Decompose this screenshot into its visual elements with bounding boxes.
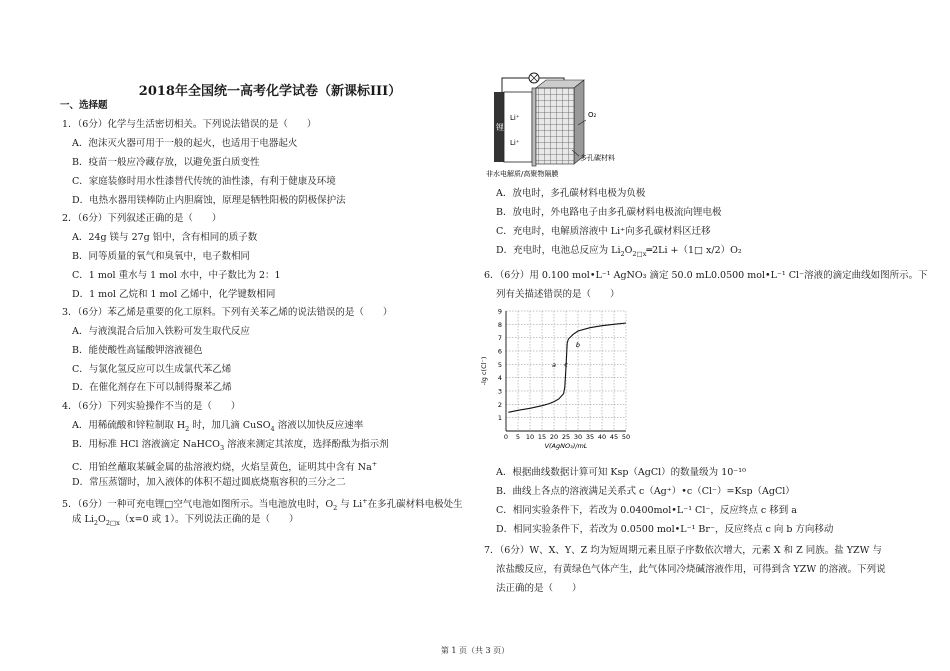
q3-option-b: B．能使酸性高锰酸钾溶液褪色 — [72, 345, 203, 356]
x-tick-label: 45 — [609, 433, 619, 441]
q7-stem-line1: 7．（6分）W、X、Y、Z 均为短周期元素且原子序数依次增大，元素 X 和 Z 同族。盐 YZW 与 — [484, 545, 882, 556]
page-footer: 第 1 页（共 3 页） — [440, 646, 510, 655]
q2-option-c: C．1 mol 重水与 1 mol 水中，中子数比为 2：1 — [72, 270, 281, 281]
section-heading: 一、选择题 — [60, 100, 108, 111]
titration-chart — [478, 305, 638, 465]
q2-option-a: A．24g 镁与 27g 铝中，含有相同的质子数 — [72, 232, 258, 243]
q6-option-c: C．相同实验条件下，若改为 0.0400mol•L⁻¹ Cl⁻，反应终点 c 移到 a — [496, 505, 797, 516]
q3-option-c: C．与氯化氢反应可以生成氯代苯乙烯 — [72, 364, 232, 375]
carbon-label: 多孔碳材料 — [580, 154, 615, 162]
q5-option-a: A．放电时，多孔碳材料电极为负极 — [496, 188, 646, 199]
q4-option-b: B．用标准 HCl 溶液滴定 NaHCO$_3$ 溶液来测定其浓度，选择酚酞为指示剂 — [72, 439, 389, 452]
x-tick-label: 0 — [503, 433, 509, 441]
o2-label: O₂ — [588, 111, 597, 119]
membrane-label: 非水电解质/高聚物隔膜 — [486, 170, 559, 178]
point-label-c: c — [564, 360, 568, 369]
q5-stem-line2: 成 $Li_2O_{2□x}(x=0$ 或 1）。下列说法正确的是（ ） — [72, 514, 299, 527]
q4-option-c: C．用铂丝蘸取某碱金属的盐溶液灼烧，火焰呈黄色，证明其中含有 Na+ — [72, 460, 378, 474]
x-tick-label: 30 — [573, 433, 583, 441]
y-tick-label: 5 — [497, 360, 502, 369]
x-tick-label: 40 — [597, 433, 607, 441]
x-tick-label: 15 — [537, 433, 547, 441]
q5-option-b: B．放电时，外电路电子由多孔碳材料电极流向锂电极 — [496, 207, 722, 218]
point-label-a: a — [552, 361, 556, 369]
q6-stem-line2: 列有关描述错误的是（ ） — [496, 289, 620, 300]
point-label-b: b — [575, 341, 581, 349]
q1-stem: 1．（6分）化学与生活密切相关。下列说法错误的是（ ） — [62, 119, 317, 130]
li-ion-label-1: Li⁺ — [510, 114, 520, 122]
q3-stem: 3．（6分）苯乙烯是重要的化工原料。下列有关苯乙烯的说法错误的是（ ） — [62, 307, 393, 318]
y-tick-label: 4 — [497, 374, 502, 383]
q4-stem: 4．（6分）下列实验操作不当的是（ ） — [62, 401, 241, 412]
carbon-block-front — [536, 88, 574, 164]
y-tick-label: 9 — [497, 307, 502, 316]
q1-option-a: A．泡沫灭火器可用于一般的起火，也适用于电器起火 — [72, 138, 298, 149]
q6-stem-line1: 6．（6分）用 0.100 mol•L⁻¹ AgNO₃ 滴定 50.0 mL0.0500 mol•L⁻¹ Cl⁻溶液的滴定曲线如图所示。下 — [484, 270, 928, 281]
q2-stem: 2．（6分）下列叙述正确的是（ ） — [62, 213, 222, 224]
q4-option-a: A．用稀硫酸和锌粒制取 $H_2$ 时，加几滴 CuSO$_4$ 溶液以加快反应速率 — [72, 420, 364, 433]
y-tick-label: 2 — [497, 400, 502, 409]
q3-option-d: D．在催化剂存在下可以制得聚苯乙烯 — [72, 382, 232, 393]
q1-option-c: C．家庭装修时用水性漆替代传统的油性漆，有利于健康及环境 — [72, 176, 336, 187]
q6-option-b: B．曲线上各点的溶液满足关系式 c（Ag⁺）•c（Cl⁻）=Ksp（AgCl） — [496, 486, 795, 497]
x-tick-label: 5 — [515, 433, 521, 441]
y-tick-label: 3 — [497, 387, 502, 396]
q5-stem-line1: 5．（6分）一种可充电锂□空气电池如图所示。当电池放电时，$O_2$ 与 Li+在多孔碳材料电极处生 — [62, 497, 463, 513]
q1-option-d: D．电热水器用镁棒防止内胆腐蚀，原理是牺牲阳极的阴极保护法 — [72, 195, 346, 206]
y-tick-label: 1 — [497, 414, 502, 423]
q2-option-d: D．1 mol 乙烷和 1 mol 乙烯中，化学键数相同 — [72, 289, 276, 300]
page-title: 2018年全国统一高考化学试卷（新课标III） — [138, 84, 402, 99]
q7-stem-line3: 法正确的是（ ） — [496, 583, 582, 594]
electrolyte — [504, 92, 532, 162]
x-tick-label: 35 — [585, 433, 595, 441]
x-tick-label: 20 — [549, 433, 559, 441]
q7-stem-line2: 浓盐酸反应，有黄绿色气体产生，此气体同冷烧碱溶液作用，可得到含 YZW 的溶液。下列说 — [496, 564, 886, 575]
q1-option-b: B．疫苗一般应冷藏存放，以避免蛋白质变性 — [72, 157, 260, 168]
x-tick-label: 50 — [621, 433, 631, 441]
li-ion-label-2: Li⁺ — [510, 139, 520, 147]
x-axis-label: V(AgNO₃)/mL — [544, 442, 588, 450]
lithium-label: 锂 — [496, 123, 504, 132]
y-tick-label: 6 — [497, 347, 502, 356]
y-tick-label: 7 — [497, 334, 502, 343]
q5-option-d: D．充电时，电池总反应为 $Li_2O_{2□x}═2Li$ +（1□ x/2）O₂ — [496, 245, 742, 258]
x-tick-label: 10 — [525, 433, 535, 441]
y-tick-label: 8 — [497, 320, 502, 329]
q6-option-a: A．根据曲线数据计算可知 Ksp（AgCl）的数量级为 10⁻¹⁰ — [496, 467, 746, 478]
q4-option-d: D．常压蒸馏时，加入液体的体积不超过圆底烧瓶容积的三分之二 — [72, 477, 346, 488]
y-axis-label: -lg c(Cl⁻) — [480, 356, 488, 386]
q3-option-a: A．与液溴混合后加入铁粉可发生取代反应 — [72, 326, 250, 337]
q6-option-d: D．相同实验条件下，若改为 0.0500 mol•L⁻¹ Br⁻，反应终点 c 向 b 方向移动 — [496, 524, 834, 535]
membrane — [532, 88, 536, 166]
q5-option-c: C．充电时，电解质溶液中 Li⁺向多孔碳材料区迁移 — [496, 226, 711, 237]
battery-figure — [484, 70, 634, 178]
x-tick-label: 25 — [561, 433, 571, 441]
q2-option-b: B．同等质量的氧气和臭氧中，电子数相同 — [72, 251, 250, 262]
